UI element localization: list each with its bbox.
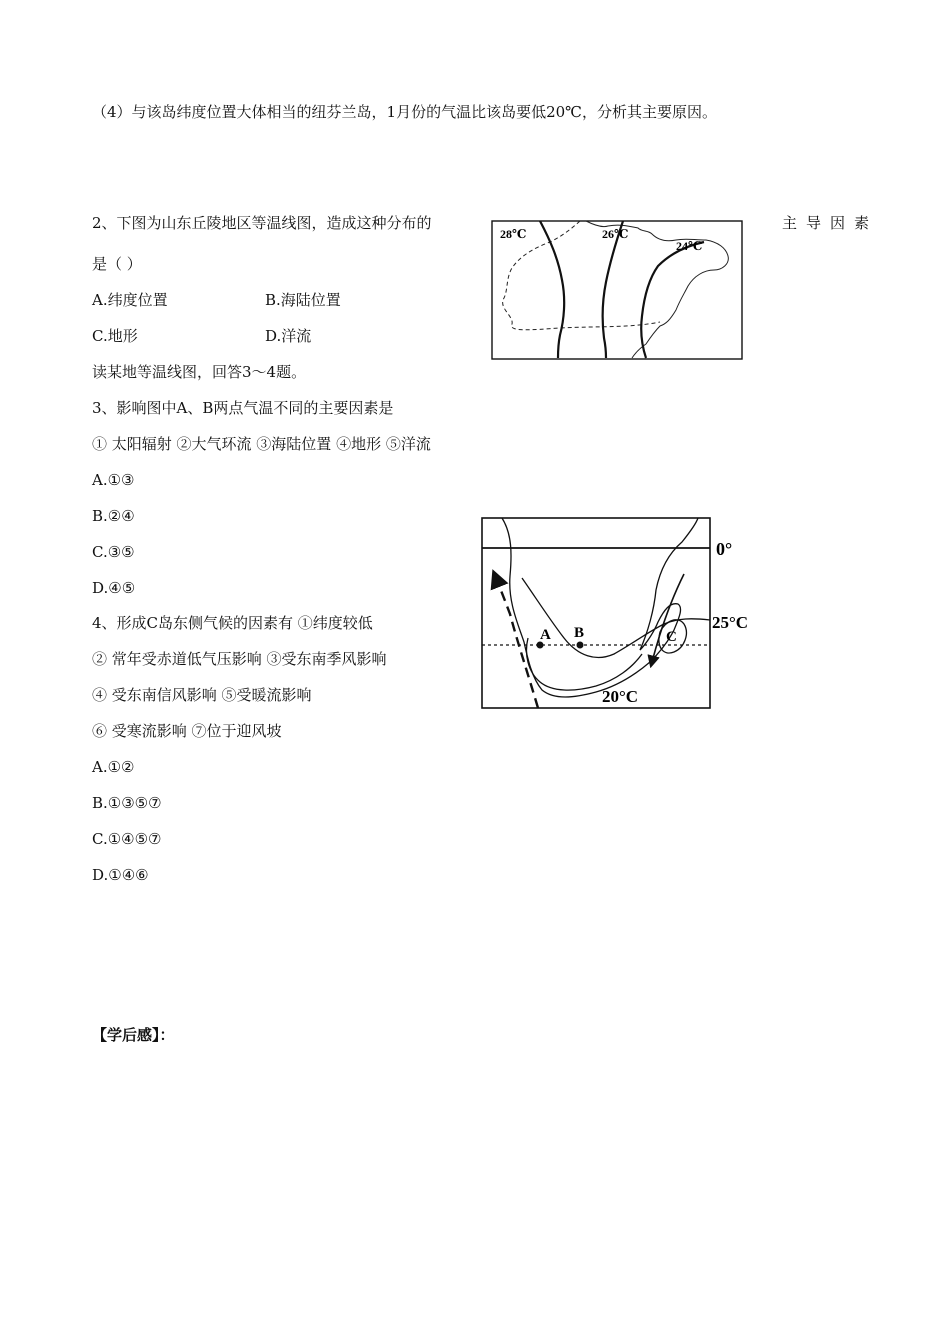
question-2-stem: 2、下图为山东丘陵地区等温线图，造成这种分布的 bbox=[92, 214, 432, 232]
isotherm-24 bbox=[641, 242, 704, 358]
question-2-option-b: B.海陆位置 bbox=[265, 291, 341, 309]
map-frame-2 bbox=[482, 518, 710, 708]
point-a-label: A bbox=[540, 627, 551, 643]
question-2-option-d: D.洋流 bbox=[265, 327, 312, 345]
isotherm-map-shandong bbox=[490, 220, 745, 362]
point-b-label: B bbox=[574, 625, 585, 641]
intro-questions-3-4: 读某地等温线图，回答3～4题。 bbox=[92, 363, 307, 381]
reflection-heading: 【学后感】： bbox=[92, 1026, 175, 1044]
question-1-4: （4）与该岛纬度位置大体相当的纽芬兰岛，1月份的气温比该岛要低20℃，分析其主要原因。 bbox=[92, 103, 717, 121]
isotherm-label-26: 26℃ bbox=[602, 227, 629, 241]
isotherm-20 bbox=[527, 638, 643, 690]
question-4-factors-3: ⑥ 受寒流影响 ⑦位于迎风坡 bbox=[92, 722, 282, 740]
question-3-option-c: C.③⑤ bbox=[92, 543, 135, 561]
question-2-stem-end: 是（ ） bbox=[92, 255, 142, 273]
question-4-option-a: A.①② bbox=[92, 758, 135, 776]
question-3-stem: 3、影响图中A、B两点气温不同的主要因素是 bbox=[92, 399, 394, 417]
point-c-label: C bbox=[666, 629, 677, 645]
question-2-option-c: C.地形 bbox=[92, 327, 138, 345]
question-4-factors-2: ④ 受东南信风影响 ⑤受暖流影响 bbox=[92, 686, 312, 704]
isotherm-label-28: 28℃ bbox=[500, 227, 527, 241]
isotherm-label-25: 25°C bbox=[712, 613, 749, 632]
coastline bbox=[586, 221, 728, 358]
question-4-option-b: B.①③⑤⑦ bbox=[92, 794, 162, 812]
question-3-option-a: A.①③ bbox=[92, 471, 135, 489]
question-4-stem: 4、形成C岛东侧气候的因素有 ①纬度较低 bbox=[92, 614, 373, 632]
isotherm-26 bbox=[603, 221, 623, 358]
question-2-option-a: A.纬度位置 bbox=[92, 291, 168, 309]
question-3-factors: ① 太阳辐射 ②大气环流 ③海陆位置 ④地形 ⑤洋流 bbox=[92, 435, 431, 453]
point-b-marker bbox=[577, 642, 584, 649]
question-4-option-c: C.①④⑤⑦ bbox=[92, 830, 162, 848]
question-2-stem-continued: 主导因素 bbox=[782, 214, 879, 232]
isotherm-label-24: 24℃ bbox=[676, 239, 703, 253]
question-4-option-d: D.①④⑥ bbox=[92, 866, 149, 884]
ocean-current-left-arrow bbox=[496, 578, 538, 708]
question-3-option-b: B.②④ bbox=[92, 507, 135, 525]
latitude-label-0: 0° bbox=[716, 539, 733, 559]
isotherm-map-island bbox=[478, 514, 768, 714]
isotherm-28 bbox=[540, 221, 564, 358]
isotherm-label-20: 20°C bbox=[602, 687, 639, 706]
question-4-factors-1: ② 常年受赤道低气压影响 ③受东南季风影响 bbox=[92, 650, 387, 668]
question-3-option-d: D.④⑤ bbox=[92, 579, 136, 597]
